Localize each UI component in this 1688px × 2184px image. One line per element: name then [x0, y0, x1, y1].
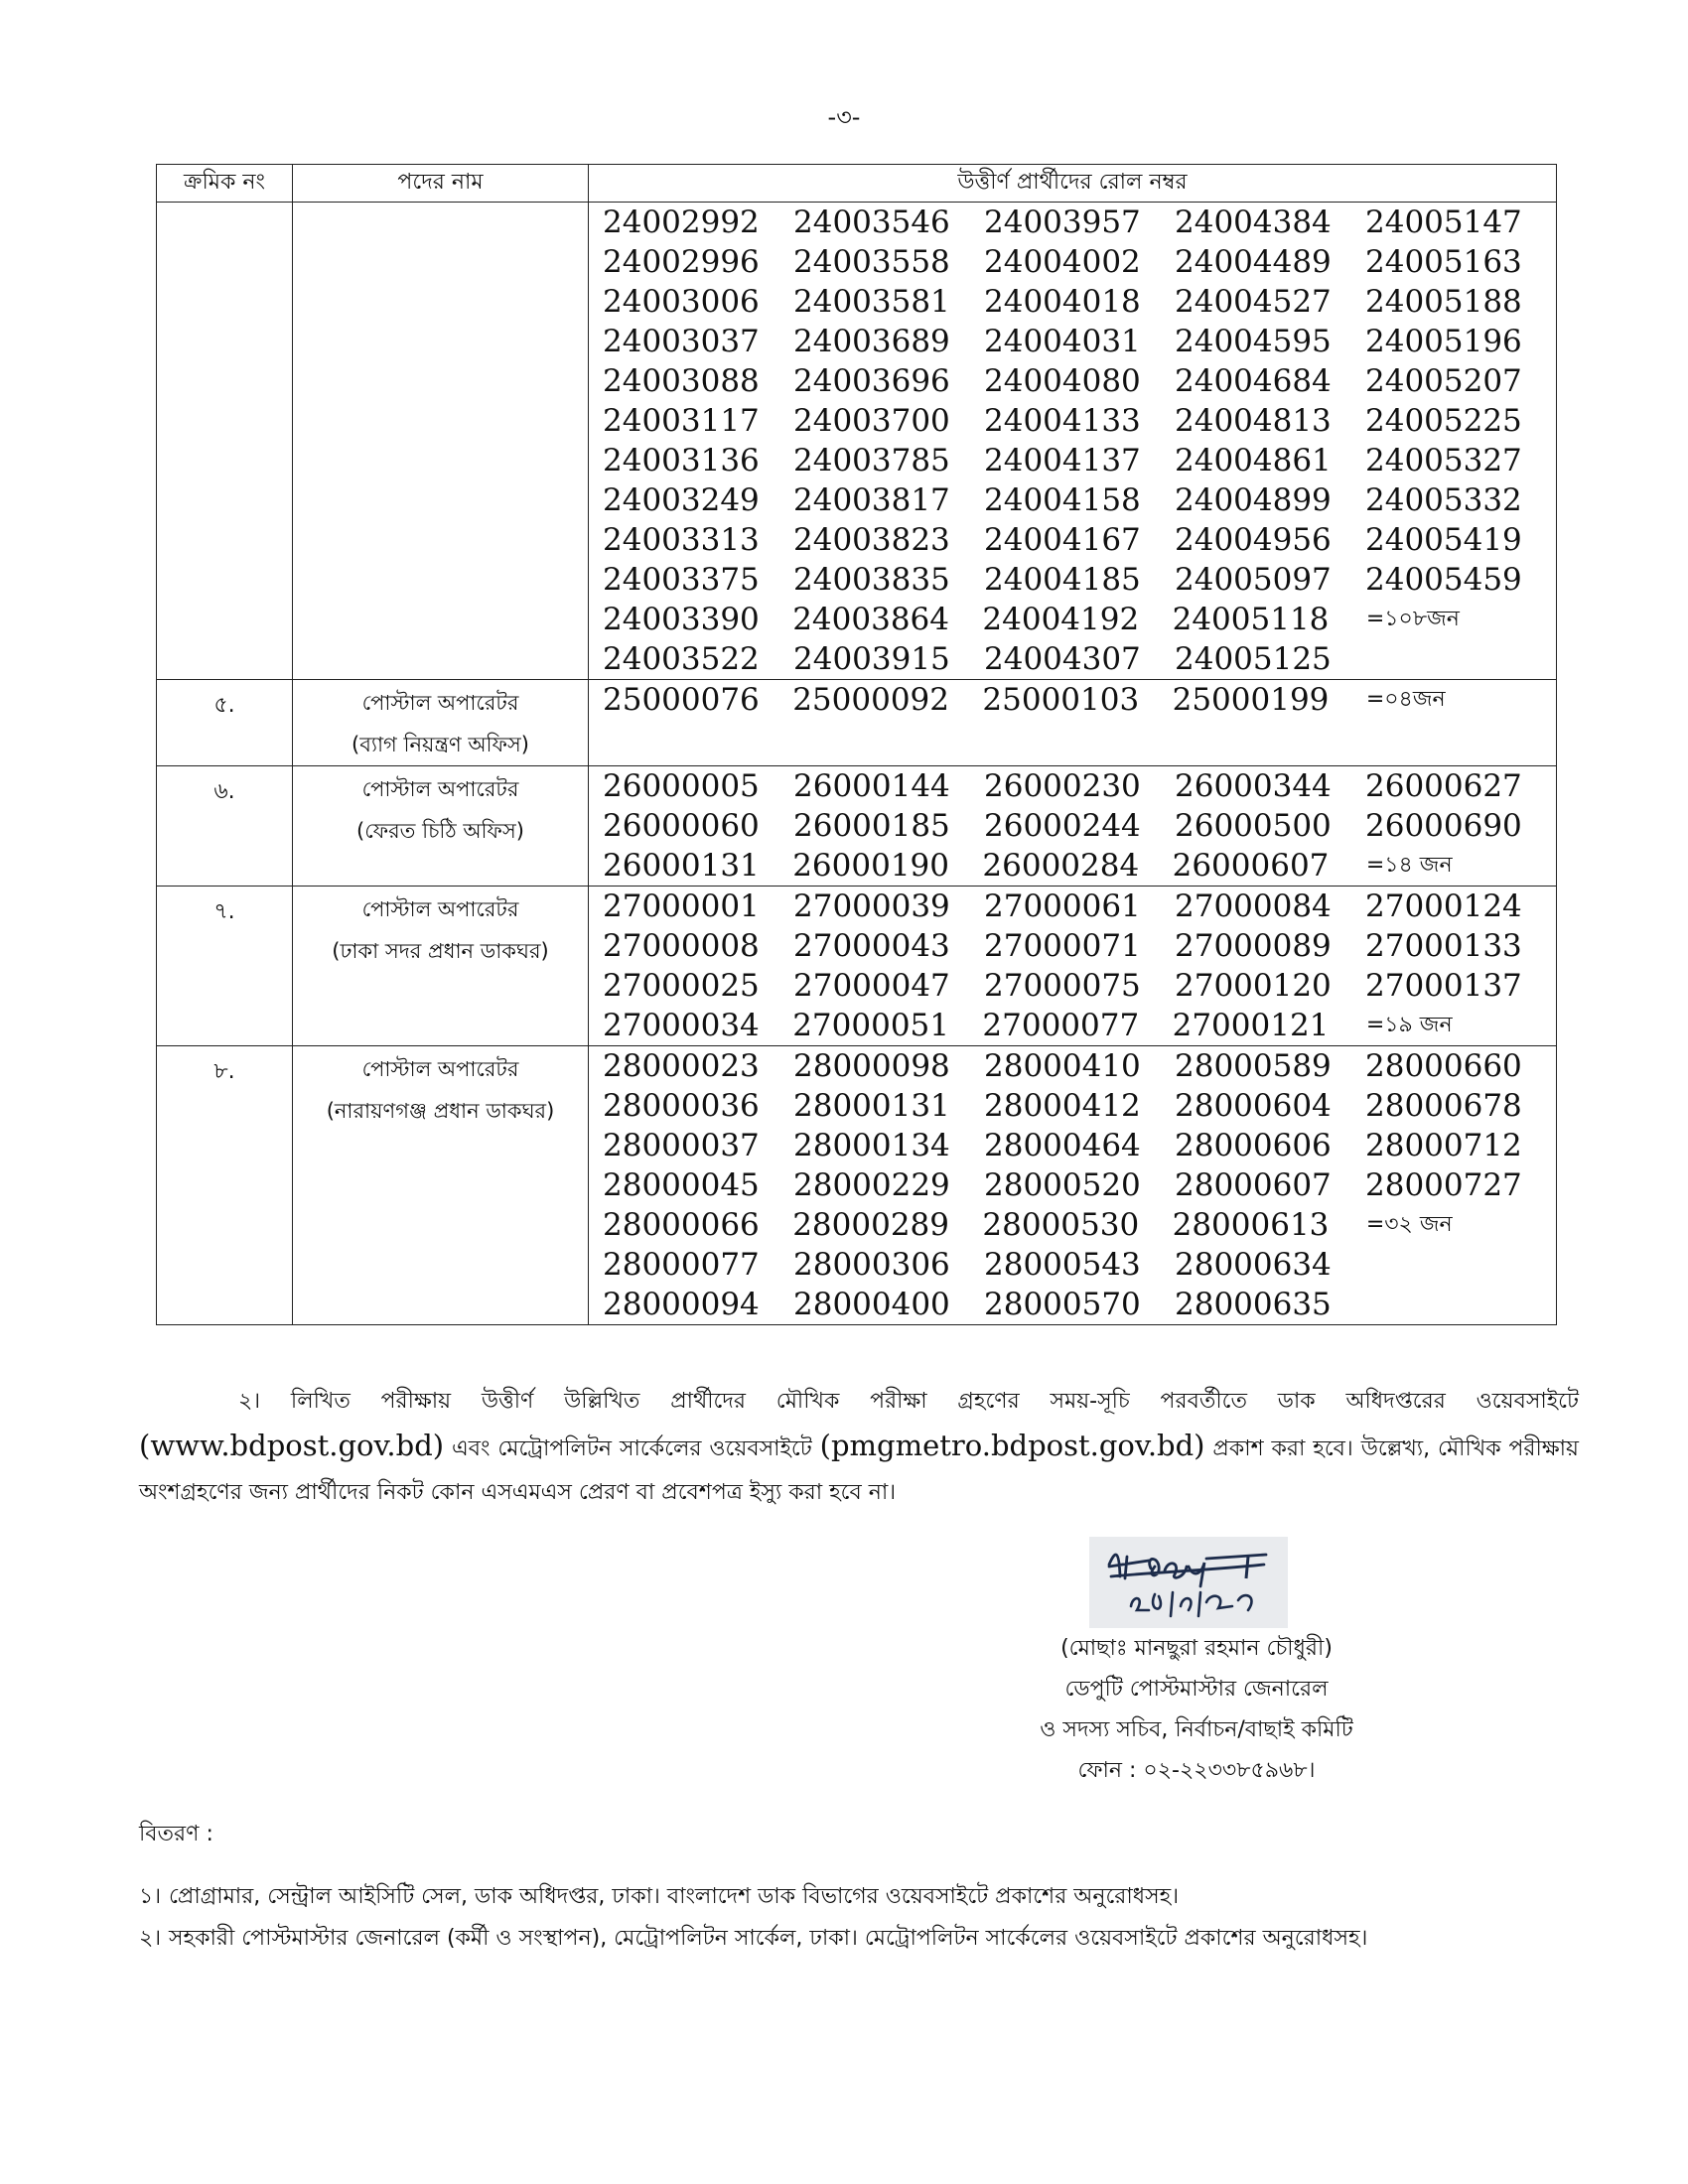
roll-number: 25000076 — [603, 682, 760, 718]
roll-line-empty — [603, 720, 1556, 759]
roll-numbers-cell — [589, 1046, 1557, 1325]
roll-number: 24004813 — [1175, 403, 1332, 439]
roll-number: 27000137 — [1365, 968, 1522, 1004]
roll-numbers-cell — [589, 680, 1557, 766]
roll-number: 28000678 — [1365, 1088, 1522, 1124]
distribution-item-text: প্রোগ্রামার, সেন্ট্রাল আইসিটি সেল, ডাক অধিদপ্তর, ঢাকা। বাংলাদেশ ডাক বিভাগের ওয়েবসাইটে প্রকাশের অনুরোধসহ। — [169, 1884, 1180, 1909]
roll-number: 24002996 — [603, 244, 760, 280]
roll-number: 24003696 — [793, 363, 950, 399]
post-name-cell — [293, 680, 589, 766]
candidate-total-count: =০৪জন — [1365, 686, 1446, 712]
roll-number: 26000607 — [1172, 848, 1330, 884]
roll-line — [603, 1126, 1556, 1165]
roll-number: 28000036 — [603, 1088, 760, 1124]
roll-number: 28000712 — [1365, 1128, 1522, 1163]
roll-number: 28000098 — [793, 1048, 950, 1084]
table-row-continuation — [157, 203, 1557, 680]
roll-number: 24005459 — [1365, 562, 1522, 598]
roll-number: 27000124 — [1365, 888, 1522, 924]
roll-number: 28000094 — [603, 1287, 760, 1322]
roll-numbers-cell — [589, 887, 1557, 1046]
roll-number: 24003835 — [793, 562, 950, 598]
table-row — [157, 766, 1557, 887]
roll-number: 28000023 — [603, 1048, 760, 1084]
roll-line — [603, 1046, 1556, 1086]
roll-number: 26000185 — [793, 808, 950, 844]
distribution-item-text: সহকারী পোস্টমাস্টার জেনারেল (কর্মী ও সংস্থাপন), মেট্রোপলিটন সার্কেল, ঢাকা। মেট্রোপলিটন সার্কেলের ওয়েবসাইটে প্রকাশের অনুরোধসহ। — [169, 1926, 1368, 1951]
roll-line — [603, 1285, 1556, 1324]
roll-number: 24005118 — [1172, 602, 1330, 637]
pmgmetro-website-link[interactable]: (pmgmetro.bdpost.gov.bd) — [819, 1429, 1205, 1462]
roll-number: 24004595 — [1175, 324, 1332, 359]
roll-line — [603, 480, 1556, 520]
table-header-row — [157, 165, 1557, 203]
post-name: পোস্টাল অপারেটর — [361, 1057, 519, 1081]
roll-number: 27000043 — [793, 928, 950, 964]
roll-number: 24005225 — [1365, 403, 1522, 439]
roll-number: 24003823 — [793, 522, 950, 558]
serial-cell — [157, 203, 293, 680]
roll-number: 28000613 — [1172, 1207, 1330, 1243]
roll-number: 24003006 — [603, 284, 760, 320]
roll-number: 27000121 — [1172, 1008, 1330, 1043]
roll-line — [603, 322, 1556, 361]
roll-number: 24004031 — [984, 324, 1141, 359]
roll-line — [603, 846, 1556, 886]
roll-line — [603, 282, 1556, 322]
roll-number: 28000131 — [793, 1088, 950, 1124]
roll-line — [603, 560, 1556, 600]
roll-number: 28000530 — [982, 1207, 1140, 1243]
roll-number: 27000075 — [984, 968, 1141, 1004]
roll-number: 27000039 — [793, 888, 950, 924]
roll-number: 24003117 — [603, 403, 760, 439]
roll-line — [603, 401, 1556, 441]
roll-line — [603, 806, 1556, 846]
roll-number: 24003037 — [603, 324, 760, 359]
roll-number: 27000001 — [603, 888, 760, 924]
roll-number: 24003915 — [793, 641, 950, 677]
roll-number: 26000690 — [1365, 808, 1522, 844]
distribution-item — [139, 1876, 1569, 1918]
post-office: (ঢাকা সদর প্রধান ডাকঘর) — [332, 939, 549, 963]
roll-number: 27000047 — [793, 968, 950, 1004]
post-name-cell — [293, 1046, 589, 1325]
roll-number: 28000410 — [984, 1048, 1141, 1084]
roll-number: 28000727 — [1365, 1167, 1522, 1203]
roll-number: 24004489 — [1175, 244, 1332, 280]
distribution-title: বিতরণ : — [139, 1822, 213, 1846]
roll-number: 24003689 — [793, 324, 950, 359]
roll-number: 26000005 — [603, 768, 760, 804]
roll-line — [603, 1086, 1556, 1126]
roll-number: 27000025 — [603, 968, 760, 1004]
roll-number: 28000400 — [793, 1287, 950, 1322]
distribution-item-number: ১। — [139, 1884, 162, 1909]
roll-number: 24005125 — [1175, 641, 1332, 677]
post-name-cell — [293, 766, 589, 887]
roll-number: 24005207 — [1365, 363, 1522, 399]
roll-number: 24003088 — [603, 363, 760, 399]
roll-number: 26000190 — [792, 848, 949, 884]
roll-number: 26000060 — [603, 808, 760, 844]
roll-number: 24003136 — [603, 443, 760, 478]
roll-number: 24005419 — [1365, 522, 1522, 558]
roll-number: 24005188 — [1365, 284, 1522, 320]
oral-exam-notice — [139, 1380, 1579, 1515]
roll-number: 26000627 — [1365, 768, 1522, 804]
distribution-item-number: ২। — [139, 1926, 162, 1951]
roll-number: 27000120 — [1175, 968, 1332, 1004]
roll-number: 24003785 — [793, 443, 950, 478]
roll-number: 24004137 — [984, 443, 1141, 478]
roll-number: 26000244 — [984, 808, 1141, 844]
roll-number: 26000284 — [982, 848, 1140, 884]
serial-number: ৫. — [157, 680, 293, 766]
post-name-cell — [293, 203, 589, 680]
roll-number: 28000229 — [793, 1167, 950, 1203]
post-office: (ব্যাগ নিয়ন্ত্রণ অফিস) — [352, 733, 529, 756]
roll-number: 26000344 — [1175, 768, 1332, 804]
post-name-cell — [293, 887, 589, 1046]
roll-number: 24005097 — [1175, 562, 1332, 598]
roll-line — [603, 966, 1556, 1006]
roll-number: 26000230 — [984, 768, 1141, 804]
signer-block — [973, 1628, 1420, 1791]
roll-line — [603, 361, 1556, 401]
distribution-item — [139, 1918, 1569, 1960]
roll-line — [603, 242, 1556, 282]
roll-line — [603, 203, 1556, 242]
roll-number: 28000543 — [984, 1247, 1141, 1283]
roll-number: 24004192 — [982, 602, 1140, 637]
roll-number: 27000008 — [603, 928, 760, 964]
roll-number: 28000520 — [984, 1167, 1141, 1203]
roll-number: 24003558 — [793, 244, 950, 280]
candidate-total-count: =১৪ জন — [1365, 852, 1453, 878]
roll-line — [603, 680, 1556, 720]
roll-number: 28000589 — [1175, 1048, 1332, 1084]
roll-number: 24003546 — [793, 205, 950, 240]
roll-number: 27000051 — [792, 1008, 949, 1043]
roll-number: 24004002 — [984, 244, 1141, 280]
roll-number: 24004167 — [984, 522, 1141, 558]
post-name: পোস্টাল অপারেটর — [361, 777, 519, 801]
roll-number: 27000071 — [984, 928, 1141, 964]
roll-number: 28000134 — [793, 1128, 950, 1163]
roll-line — [603, 600, 1556, 639]
results-table — [156, 164, 1557, 1325]
roll-number: 24004956 — [1175, 522, 1332, 558]
roll-number: 24004861 — [1175, 443, 1332, 478]
roll-number: 28000570 — [984, 1287, 1141, 1322]
roll-number: 27000034 — [603, 1008, 760, 1043]
roll-number: 27000061 — [984, 888, 1141, 924]
roll-number: 25000092 — [792, 682, 949, 718]
roll-line — [603, 766, 1556, 806]
candidate-total-count: =১৯ জন — [1365, 1012, 1453, 1037]
roll-numbers-cell — [589, 203, 1557, 680]
roll-number: 24003375 — [603, 562, 760, 598]
roll-number: 25000103 — [982, 682, 1140, 718]
roll-number: 24004527 — [1175, 284, 1332, 320]
signer-name: (মোছাঃ মানছুরা রহমান চৌধুরী) — [1060, 1636, 1333, 1661]
roll-line — [603, 1245, 1556, 1285]
roll-number: 28000634 — [1175, 1247, 1332, 1283]
roll-number: 24004684 — [1175, 363, 1332, 399]
roll-number: 24004185 — [984, 562, 1141, 598]
roll-number: 24004158 — [984, 482, 1141, 518]
roll-number: 24005332 — [1365, 482, 1522, 518]
roll-number: 24003581 — [793, 284, 950, 320]
table-body — [157, 203, 1557, 1325]
roll-number: 28000635 — [1175, 1287, 1332, 1322]
roll-number: 24003390 — [603, 602, 760, 637]
roll-number: 28000604 — [1175, 1088, 1332, 1124]
serial-number: ৬. — [157, 766, 293, 887]
roll-number: 28000412 — [984, 1088, 1141, 1124]
roll-number: 28000306 — [793, 1247, 950, 1283]
roll-number: 24003249 — [603, 482, 760, 518]
header-rolls: উত্তীর্ণ প্রার্থীদের রোল নম্বর — [589, 165, 1557, 203]
signer-designation: ডেপুটি পোস্টমাস্টার জেনারেল — [1064, 1677, 1329, 1702]
roll-number: 24004899 — [1175, 482, 1332, 518]
roll-number: 24004307 — [984, 641, 1141, 677]
roll-line — [603, 1006, 1556, 1045]
post-office: (ফেরত চিঠি অফিস) — [356, 819, 524, 843]
roll-number: 27000084 — [1175, 888, 1332, 924]
signer-phone: ফোন : ০২-২২৩৩৮৫৯৬৮। — [1077, 1758, 1316, 1783]
roll-number: 28000607 — [1175, 1167, 1332, 1203]
roll-number: 28000289 — [792, 1207, 949, 1243]
roll-number: 28000606 — [1175, 1128, 1332, 1163]
roll-line — [603, 887, 1556, 926]
header-serial: ক্রমিক নং — [157, 165, 293, 203]
roll-number: 28000045 — [603, 1167, 760, 1203]
roll-line — [603, 441, 1556, 480]
roll-number: 24002992 — [603, 205, 760, 240]
roll-line — [603, 639, 1556, 679]
roll-numbers-cell — [589, 766, 1557, 887]
roll-number: 26000500 — [1175, 808, 1332, 844]
roll-number: 27000089 — [1175, 928, 1332, 964]
roll-number: 24005327 — [1365, 443, 1522, 478]
post-office: (নারায়ণগঞ্জ প্রধান ডাকঘর) — [326, 1099, 555, 1123]
table-row — [157, 1046, 1557, 1325]
serial-number: ৮. — [157, 1046, 293, 1325]
roll-number: 27000133 — [1365, 928, 1522, 964]
roll-number: 28000464 — [984, 1128, 1141, 1163]
roll-number: 24003817 — [793, 482, 950, 518]
roll-number: 24005163 — [1365, 244, 1522, 280]
roll-number: 26000131 — [603, 848, 760, 884]
signer-role: ও সদস্য সচিব, নির্বাচন/বাছাই কমিটি — [1040, 1717, 1353, 1742]
post-name: পোস্টাল অপারেটর — [361, 691, 519, 715]
candidate-total-count: =১০৮জন — [1365, 606, 1460, 631]
roll-number: 24004384 — [1175, 205, 1332, 240]
roll-number: 24005196 — [1365, 324, 1522, 359]
roll-number: 24003522 — [603, 641, 760, 677]
roll-number: 24004018 — [984, 284, 1141, 320]
roll-number: 24003957 — [984, 205, 1141, 240]
handwritten-signature — [1089, 1537, 1288, 1628]
distribution-list — [139, 1876, 1569, 1960]
roll-number: 24003864 — [792, 602, 949, 637]
notice-text-2: এবং মেট্রোপলিটন সার্কেলের ওয়েবসাইটে — [452, 1436, 812, 1461]
notice-text-3: প্রকাশ করা হবে। উল্লেখ্য, মৌখিক পরীক্ষায় অংশগ্রহণের জন্য প্রার্থীদের নিকট কোন এসএমএস প্রেরণ বা প্রবেশপত্র ইস্যু করা হবে না। — [139, 1436, 1579, 1505]
roll-line — [603, 926, 1556, 966]
roll-number: 27000077 — [982, 1008, 1140, 1043]
roll-number: 24005147 — [1365, 205, 1522, 240]
bdpost-website-link[interactable]: (www.bdpost.gov.bd) — [139, 1429, 445, 1462]
roll-number: 26000144 — [793, 768, 950, 804]
post-name: পোস্টাল অপারেটর — [361, 897, 519, 921]
roll-number: 25000199 — [1172, 682, 1330, 718]
roll-number: 28000066 — [603, 1207, 760, 1243]
table-row — [157, 680, 1557, 766]
header-post-name: পদের নাম — [293, 165, 589, 203]
roll-number: 28000660 — [1365, 1048, 1522, 1084]
roll-number: 28000037 — [603, 1128, 760, 1163]
roll-number: 28000077 — [603, 1247, 760, 1283]
serial-number: ৭. — [157, 887, 293, 1046]
roll-number: 24004133 — [984, 403, 1141, 439]
roll-number: 24004080 — [984, 363, 1141, 399]
roll-number: 24003700 — [793, 403, 950, 439]
table-row — [157, 887, 1557, 1046]
roll-line — [603, 1205, 1556, 1245]
roll-line — [603, 1165, 1556, 1205]
notice-text-1: ২। লিখিত পরীক্ষায় উত্তীর্ণ উল্লিখিত প্রার্থীদের মৌখিক পরীক্ষা গ্রহণের সময়-সূচি পরবর্তীতে ডাক অধিদপ্তরের ওয়েবসাইটে — [238, 1389, 1579, 1414]
page-number: -৩- — [827, 103, 861, 131]
roll-number: 24003313 — [603, 522, 760, 558]
roll-line — [603, 520, 1556, 560]
candidate-total-count: =৩২ জন — [1365, 1211, 1453, 1237]
